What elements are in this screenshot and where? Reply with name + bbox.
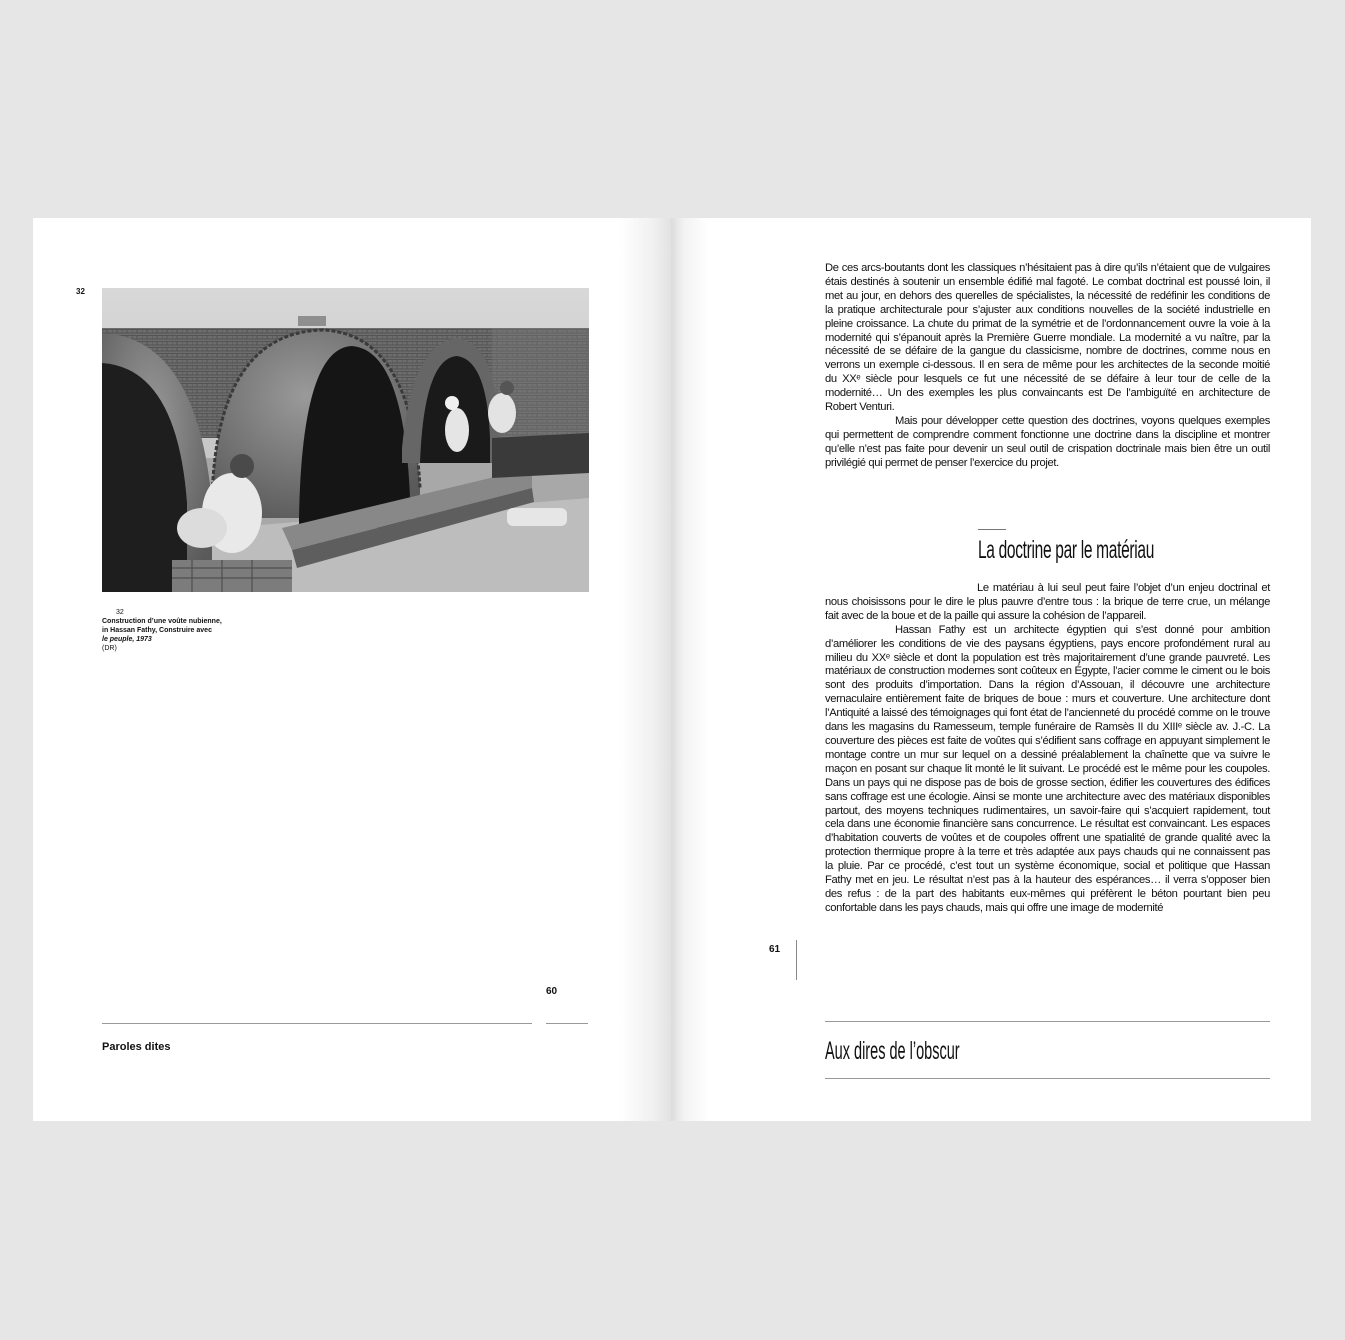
running-footer-left: Paroles dites	[102, 1041, 171, 1053]
paragraph: Le matériau à lui seul peut faire l’objet d’un enjeu doctrinal et nous choisissons pour le dire le plus pauvre d’entre tous : la brique de terre crue, un mélange fait avec de la boue et de la paille qui assure la cohésion de l’appareil.	[825, 582, 1270, 622]
paragraph: De ces arcs-boutants dont les classiques n’hésitaient pas à dire qu’ils n’étaient que de vulgaires étais destinés à soutenir un ensemble édifié mal fagoté. Le combat doctrinal est poussé loin, il met au jour, en dehors des querelles de spécialistes, la nécessité de redéfinir les conditions de la pratique architecturale pour s’ajuster aux conditions nouvelles de la société industrielle en pleine croissance. La chute du primat de la symétrie et de l’ordonnancement ouvre la voie à la modernité qui s’épanouit après la Première Guerre mondiale. La modernité a vu naître, par la nécessité de se défaire de la gangue du classicisme, nombre de doctrines, comme nous en verrons un exemple ci-dessous. Il en sera de même pour les architectes de la seconde moitié du XXᵉ siècle pour lesquels ce fut une nécessité de se défaire à leur tour de celle de la modernité… Un des exemples les plus convaincants est De l’ambiguïté en architecture de Robert Venturi.	[825, 262, 1270, 414]
figure-marker: 32	[76, 287, 85, 296]
body-text-top	[825, 262, 1270, 471]
body-text-bottom	[825, 582, 1270, 916]
heading-rule	[978, 529, 1006, 530]
section-heading: La doctrine par le matériau	[978, 536, 1155, 564]
page-number-left: 60	[546, 986, 558, 997]
running-footer-right: Aux dires de l’obscur	[825, 1037, 960, 1065]
caption-line3: le peuple, 1973	[102, 636, 152, 643]
caption-title: Construction d’une voûte nubienne,	[102, 618, 222, 625]
paragraph: Mais pour développer cette question des doctrines, voyons quelques exemples qui permettent de comprendre comment fonctionne une doctrine dans la discipline et montrer qu’elle n’est pas faite pour devenir un seul outil de crispation doctrinale mais bien être un outil privilégié qui permet de penser l’exercice du projet.	[825, 414, 1270, 469]
figure-caption	[102, 608, 302, 653]
caption-number: 32	[116, 609, 124, 616]
caption-line2: in Hassan Fathy, Construire avec	[102, 627, 212, 634]
footer-rule	[825, 1021, 1270, 1022]
page-number-right: 61	[769, 944, 781, 955]
paragraph: Hassan Fathy est un architecte égyptien qui s’est donné pour ambition d’améliorer les conditions de vie des paysans égyptiens, pays encore profondément rural au milieu du XXᵉ siècle et dont la population est très majoritairement d’une grande pauvreté. Les matériaux de construction modernes sont coûteux en Égypte, l’acier comme le ciment ou le bois sont des produits d’importation. Dans la région d’Assouan, il découvre une architecture vernaculaire entièrement faite de briques de boue : murs et couverture. Une architecture dont l’Antiquité a laissé des témoignages qui font état de l’ancienneté du procédé comme on le trouve dans les magasins du Ramesseum, temple funéraire de Ramsès II du XIIIᵉ siècle av. J.-C. La couverture des pièces est faite de voûtes qui s’édifient sans coffrage en appuyant simplement le montage contre un mur sur lequel on a dessiné préalablement la chaînette que va suivre le maçon en posant sur chaque lit monté le lit suivant. Le procédé est le même pour les coupoles. Dans un pays qui ne dispose pas de bois de grosse section, édifier les couvertures des édifices sans coffrage est une écologie. Ainsi se monte une architecture avec des matériaux disponibles partout, des moyens techniques rudimentaires, un savoir-faire qui s’acquiert rapidement, tout cela dans une économie financière sans concurrence. Le résultat est convaincant. Les espaces d’habitation couverts de voûtes et de coupoles offrent une spatialité de grande qualité avec la protection thermique propre à la terre et très adaptée aux pays chauds qui ne connaissent pas la pluie. Par ce procédé, c’est tout un système économique, social et politique que Hassan Fathy met en jeu. Le résultat n’est pas à la hauteur des espérances… il verra s’opposer bien des refus : de la part des habitants eux-mêmes qui préfèrent le béton pourtant bien peu confortable dans les pays chauds, mais qui offre une image de modernité	[825, 623, 1270, 914]
footer-rule	[825, 1078, 1270, 1079]
caption-credit: (DR)	[102, 645, 117, 652]
margin-rule	[796, 940, 797, 980]
footer-rule	[102, 1023, 532, 1024]
footer-rule	[546, 1023, 588, 1024]
nubian-vault-photo	[102, 288, 589, 592]
